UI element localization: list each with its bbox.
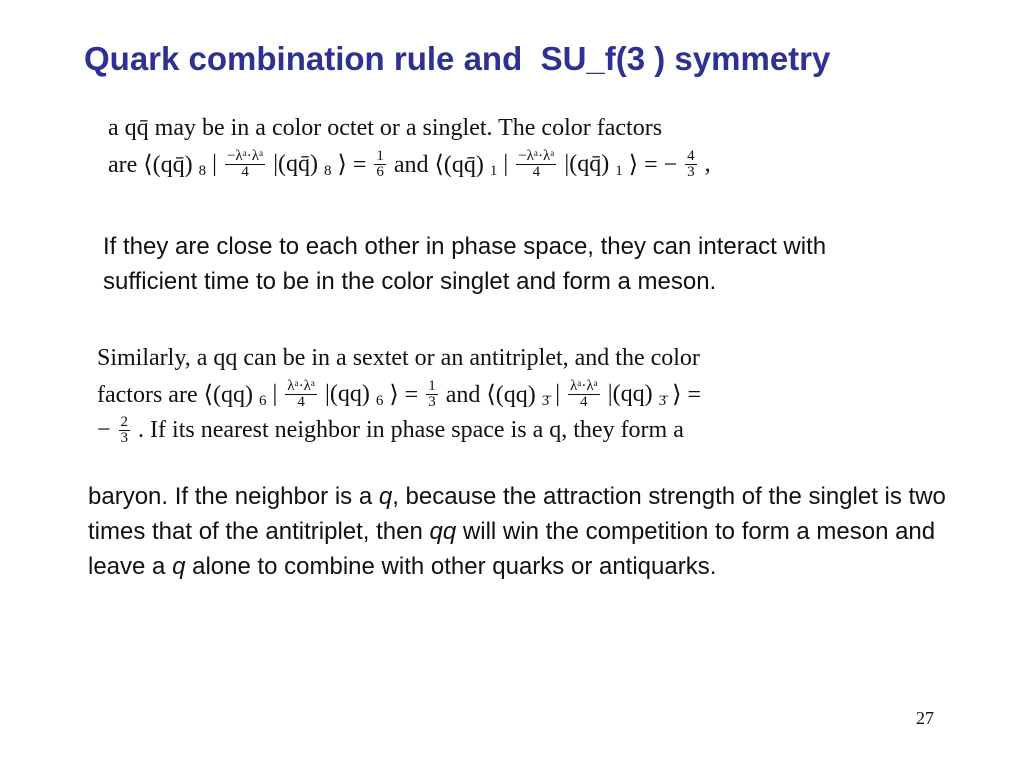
equation-2-line-3: − $\frac{2}{3}$ . If its nearest neighbor in phase space is a q, they form a	[97, 413, 684, 446]
equation-block-1	[108, 110, 711, 182]
operator-fraction: $\frac{\text{−λᵃ·λᵃ}}{4}$	[518, 147, 555, 180]
fraction-one-third: $\frac{1}{3}$	[428, 377, 436, 410]
paragraph-baryon: baryon. If the neighbor is a q, because the attraction strength of the singlet is two times that of the antitriplet, then qq will win the competition to form a meson and leave a q alone to combine with other quarks or antiquarks.	[88, 483, 946, 580]
fraction-one-sixth: $\frac{1}{6}$	[376, 147, 384, 180]
equation-1-line-2: are ⟨(qq̄) 8 | $\frac{\text{−λᵃ·λᵃ}}{4}$ |(qq̄) 8 ⟩ = $\frac{1}{6}$ and ⟨(qq̄) 1 | $\frac{\text{−λᵃ·λᵃ}}{4}$ |(qq̄) 1 ⟩ = − $\frac{4}{3}$ ,	[108, 147, 711, 180]
equation-2-line-1: Similarly, a qq can be in a sextet or an antitriplet, and the color	[97, 344, 700, 371]
equation-2-line-2: factors are ⟨(qq) 6 | $\frac{\text{λᵃ·λᵃ}}{4}$ |(qq) 6 ⟩ = $\frac{1}{3}$ and ⟨(qq) 3̄ | $\frac{\text{λᵃ·λᵃ}}{4}$ |(qq) 3̄ ⟩ =	[97, 377, 701, 410]
fraction-four-thirds: $\frac{4}{3}$	[687, 147, 695, 180]
paragraph-meson: If they are close to each other in phase space, they can interact with sufficient time to be in the color singlet and form a meson.	[103, 233, 827, 295]
fraction-two-thirds: $\frac{2}{3}$	[120, 413, 129, 446]
equation-1-line-1: a qq̄ may be in a color octet or a singlet. The color factors	[108, 114, 663, 141]
operator-fraction: $\frac{\text{λᵃ·λᵃ}}{4}$	[287, 377, 316, 410]
operator-fraction: $\frac{\text{−λᵃ·λᵃ}}{4}$	[226, 147, 264, 180]
equation-block-2	[97, 340, 701, 448]
page-number: 27	[916, 708, 934, 728]
operator-fraction: $\frac{\text{λᵃ·λᵃ}}{4}$	[570, 377, 598, 410]
slide-title: Quark combination rule and SU_f(3 ) symmetry	[84, 40, 831, 77]
